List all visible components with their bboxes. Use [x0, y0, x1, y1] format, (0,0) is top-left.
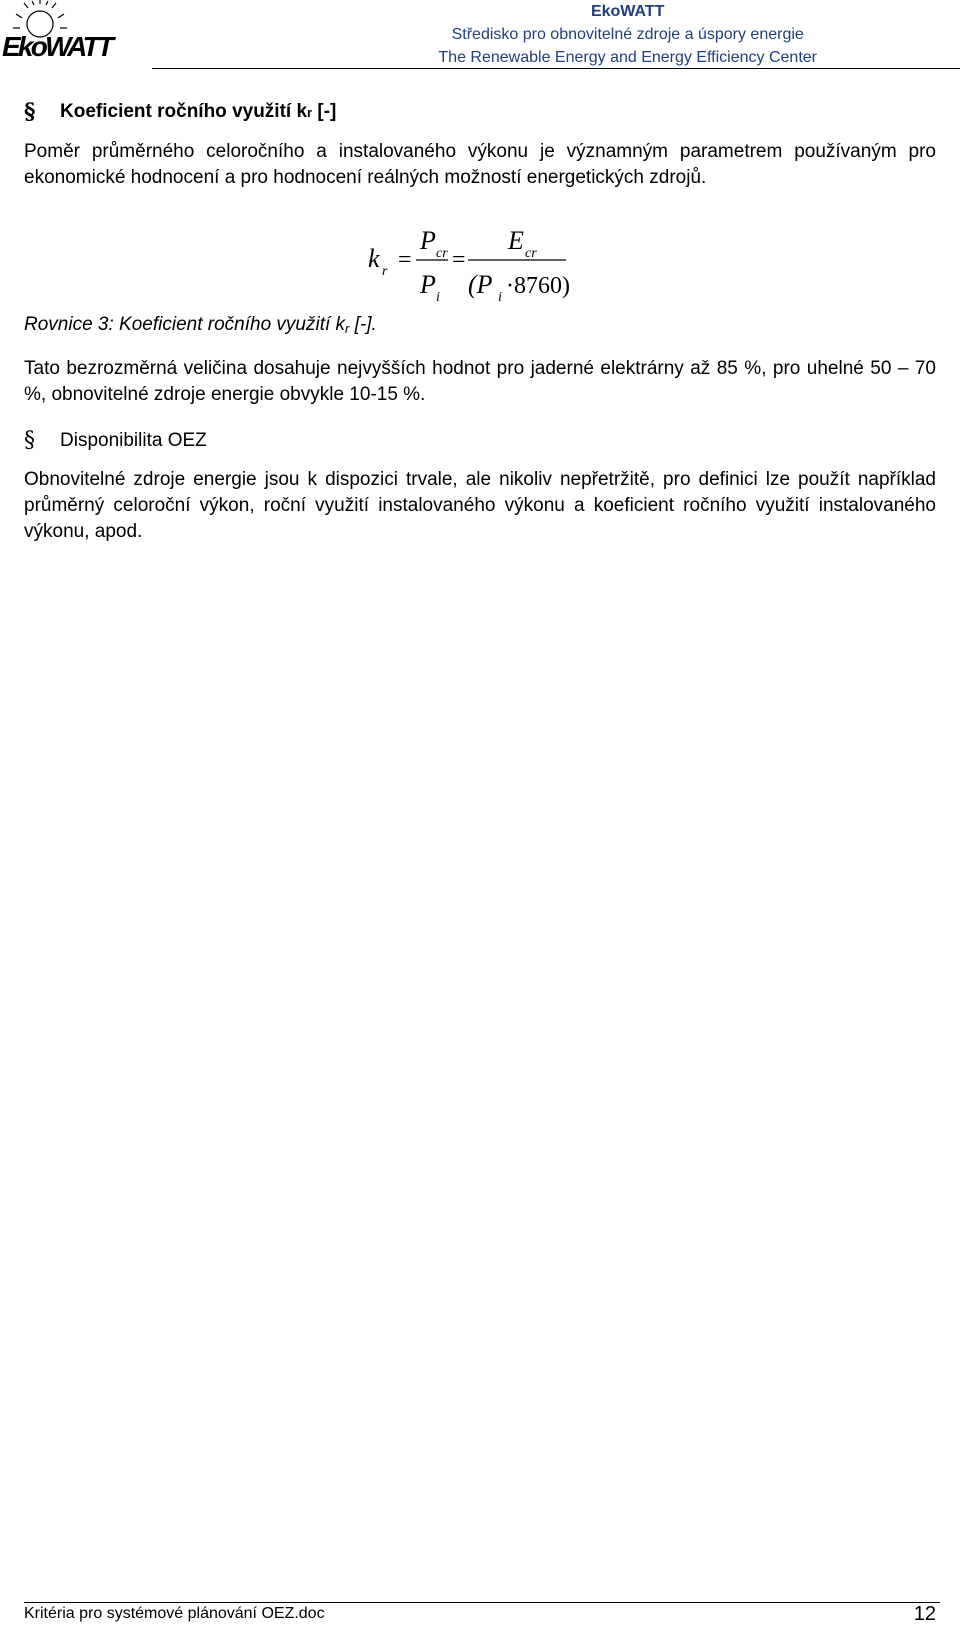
- eq-den1-sub: i: [436, 290, 440, 305]
- caption-text: Rovnice 3: Koeficient ročního využití k: [24, 314, 346, 335]
- heading-subscript: r: [307, 104, 313, 120]
- footer-rule: [24, 1602, 940, 1603]
- eq-equals-1: =: [398, 247, 412, 273]
- header-org-name: EkoWATT: [590, 3, 665, 20]
- header-subtitle-en: The Renewable Energy and Energy Efficiency Center: [438, 49, 817, 66]
- heading-text: Koeficient ročního využití k: [60, 101, 308, 122]
- eq-num2-sub: cr: [525, 246, 537, 261]
- section-heading-disponibilita: [24, 428, 207, 453]
- header-text: [438, 0, 817, 69]
- eq-num1-sub: cr: [436, 246, 448, 261]
- section-heading-koeficient: [24, 99, 336, 125]
- caption-suffix: [-].: [349, 314, 377, 335]
- eq-num1: P: [420, 226, 436, 255]
- footer-doc-name: Kritéria pro systémové plánování OEZ.doc: [24, 1605, 325, 1622]
- svg-text:EkoWATT: EkoWATT: [2, 31, 114, 62]
- ekowatt-logo: [0, 0, 120, 72]
- eq-lhs: k: [368, 244, 380, 273]
- eq-den2-open: (P: [468, 270, 493, 299]
- caption-subscript: r: [345, 321, 350, 336]
- section-mark-icon: §: [24, 428, 35, 453]
- equation-kr: [360, 205, 590, 315]
- eq-den2-sub: i: [498, 290, 502, 305]
- equation-caption: [24, 314, 377, 336]
- footer-page-number: 12: [913, 1603, 936, 1625]
- paragraph-intro: Poměr průměrného celoročního a instalovaného výkonu je významným parametrem používaným pro ekonomické hodnocení a pro hodnocení reálných možností energetických zdrojů.: [24, 141, 936, 188]
- eq-num2: E: [508, 226, 524, 255]
- heading-text: Disponibilita OEZ: [60, 429, 207, 451]
- eq-equals-2: =: [452, 247, 466, 273]
- eq-den2-rest: ·8760): [506, 273, 570, 299]
- eq-lhs-sub: r: [382, 264, 388, 279]
- heading-suffix: [-]: [312, 101, 337, 122]
- paragraph-values: Tato bezrozměrná veličina dosahuje nejvyšších hodnot pro jaderné elektrárny až 85 %, pro uhelné 50 – 70 %, obnovitelné zdroje energie obvykle 10-15 %.: [24, 358, 936, 405]
- paragraph-disponibilita: Obnovitelné zdroje energie jsou k dispozici trvale, ale nikoliv nepřetržitě, pro definici lze použít například průměrný celoroční výkon, roční využití instalovaného výkonu a koeficient ročního využití instalovaného výkonu, apod.: [24, 469, 936, 542]
- eq-den1: P: [420, 270, 436, 299]
- header-subtitle-cz: Středisko pro obnovitelné zdroje a úspory energie: [451, 26, 804, 43]
- section-mark-icon: §: [24, 99, 36, 125]
- header-rule: [152, 68, 960, 69]
